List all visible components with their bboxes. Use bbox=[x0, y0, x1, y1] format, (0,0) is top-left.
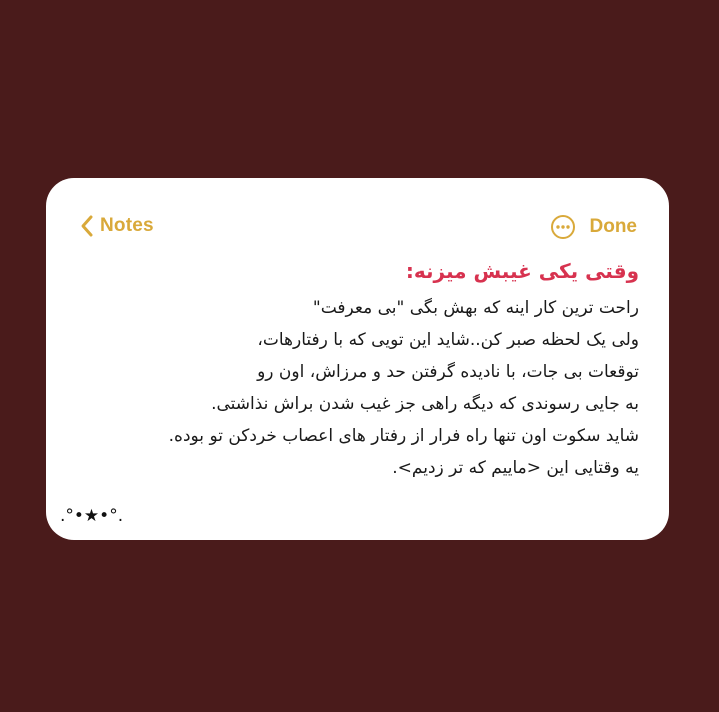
note-content[interactable] bbox=[66, 256, 639, 484]
chevron-left-icon bbox=[80, 214, 94, 238]
star-decoration: .°•★•°. bbox=[60, 506, 124, 526]
toolbar-actions bbox=[550, 214, 638, 240]
note-title: وقتی یکی غیبش میزنه: bbox=[405, 259, 639, 283]
back-to-notes-button[interactable] bbox=[80, 214, 154, 238]
note-line: توقعات بی جات، با نادیده گرفتن حد و مرزاش، اون رو bbox=[257, 362, 639, 382]
note-card bbox=[46, 178, 669, 540]
done-button[interactable]: Done bbox=[589, 216, 637, 237]
note-line: راحت ترین کار اینه که بهش بگی "بی معرفت" bbox=[312, 298, 639, 318]
note-line: به جایی رسوندی که دیگه راهی جز غیب شدن براش نذاشتی. bbox=[211, 394, 639, 414]
more-options-button[interactable] bbox=[550, 214, 576, 240]
note-toolbar bbox=[46, 208, 669, 248]
ellipsis-circle-icon bbox=[550, 214, 576, 240]
note-line: شاید سکوت اون تنها راه فرار از رفتار های اعصاب خردکن تو بوده. bbox=[168, 426, 639, 446]
back-label: Notes bbox=[100, 215, 154, 236]
note-line: ولی یک لحظه صبر کن..شاید این تویی که با رفتارهات، bbox=[257, 330, 639, 350]
note-line: یه وقتایی این <ماییم که تر زدیم>. bbox=[392, 458, 639, 478]
